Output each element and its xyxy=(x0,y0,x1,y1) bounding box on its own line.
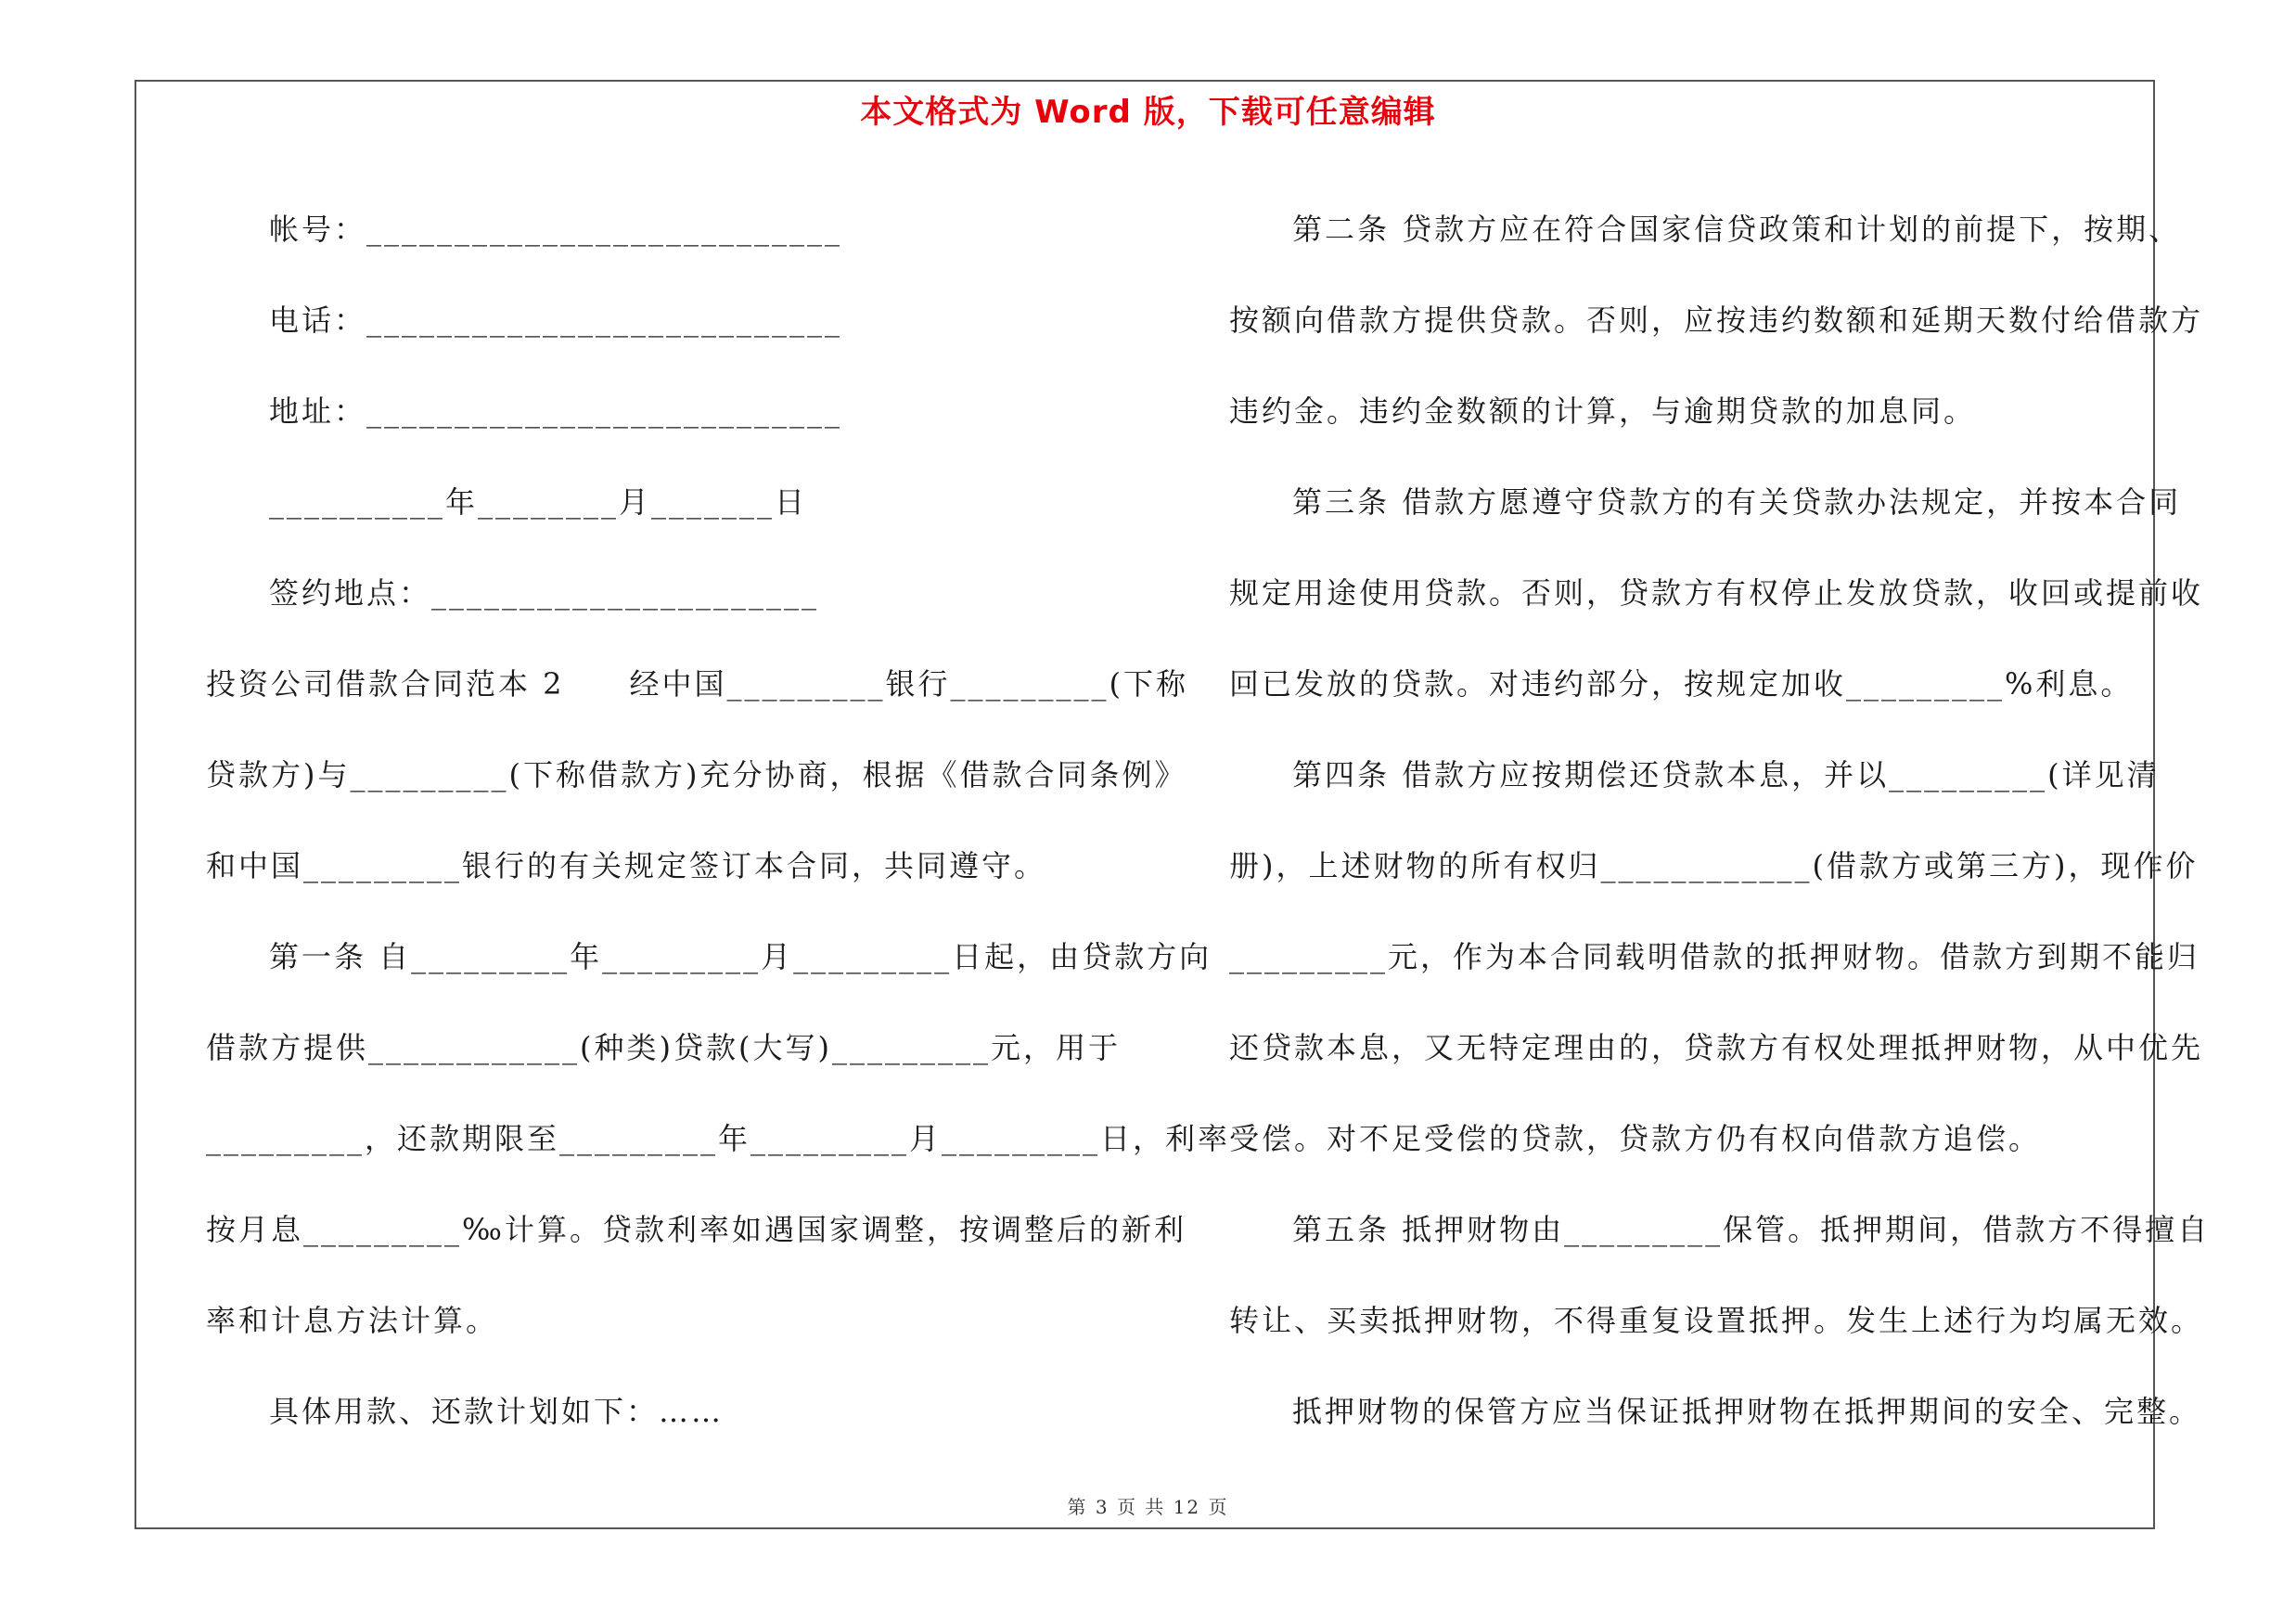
text-line: 地址：___________________________ xyxy=(269,393,843,429)
text-line: 电话：___________________________ xyxy=(269,303,843,338)
text-line: _________，还款期限至_________年_________月_________日，利率 xyxy=(206,1121,1231,1156)
text-line: 违约金。违约金数额的计算，与逾期贷款的加息同。 xyxy=(1229,393,1977,429)
text-line: 回已发放的贷款。对违约部分，按规定加收_________%利息。 xyxy=(1229,666,2134,702)
text-line: __________年________月_______日 xyxy=(269,484,808,520)
text-line: 投资公司借款合同范本 2 经中国_________银行_________(下称 xyxy=(206,666,1189,702)
page-footer: 第 3 页 共 12 页 xyxy=(1067,1496,1229,1518)
text-line: 第二条 贷款方应在符合国家信贷政策和计划的前提下，按期、 xyxy=(1292,212,2182,247)
right-column xyxy=(1229,184,2211,1457)
text-line: 和中国_________银行的有关规定签订本合同，共同遵守。 xyxy=(206,848,1047,883)
text-line: 率和计息方法计算。 xyxy=(206,1303,499,1338)
text-line: 按额向借款方提供贷款。否则，应按违约数额和延期天数付给借款方 xyxy=(1229,303,2204,338)
text-line: 受偿。对不足受偿的贷款，贷款方仍有权向借款方追偿。 xyxy=(1229,1121,2042,1156)
text-line: 册)，上述财物的所有权归____________(借款方或第三方)，现作价 xyxy=(1229,848,2199,883)
left-column xyxy=(206,184,1231,1457)
text-line: 转让、买卖抵押财物，不得重复设置抵押。发生上述行为均属无效。 xyxy=(1229,1303,2204,1338)
text-line: 抵押财物的保管方应当保证抵押财物在抵押期间的安全、完整。 xyxy=(1292,1394,2202,1429)
text-line: 还贷款本息，又无特定理由的，贷款方有权处理抵押财物，从中优先 xyxy=(1229,1030,2204,1065)
text-line: 按月息_________‰计算。贷款利率如遇国家调整，按调整后的新利 xyxy=(206,1212,1186,1247)
text-line: 第五条 抵押财物由_________保管。抵押期间，借款方不得擅自 xyxy=(1292,1212,2211,1247)
text-line: 贷款方)与_________(下称借款方)充分协商，根据《借款合同条例》 xyxy=(206,757,1187,792)
text-line: 规定用途使用贷款。否则，贷款方有权停止发放贷款，收回或提前收 xyxy=(1229,575,2204,611)
text-line: 第一条 自_________年_________月_________日起，由贷款方向 xyxy=(269,939,1212,974)
text-line: 借款方提供____________(种类)贷款(大写)_________元，用于 xyxy=(206,1030,1121,1065)
text-line: 帐号：___________________________ xyxy=(269,212,843,247)
text-line: 具体用款、还款计划如下：…… xyxy=(269,1394,725,1429)
format-banner: 本文格式为 Word 版，下载可任意编辑 xyxy=(860,94,1436,131)
text-line: 第三条 借款方愿遵守贷款方的有关贷款办法规定，并按本合同 xyxy=(1292,484,2182,520)
text-line: 签约地点：______________________ xyxy=(269,575,820,611)
text-line: 第四条 借款方应按期偿还贷款本息，并以_________(详见清 xyxy=(1292,757,2160,792)
text-line: _________元，作为本合同载明借款的抵押财物。借款方到期不能归 xyxy=(1229,939,2200,974)
